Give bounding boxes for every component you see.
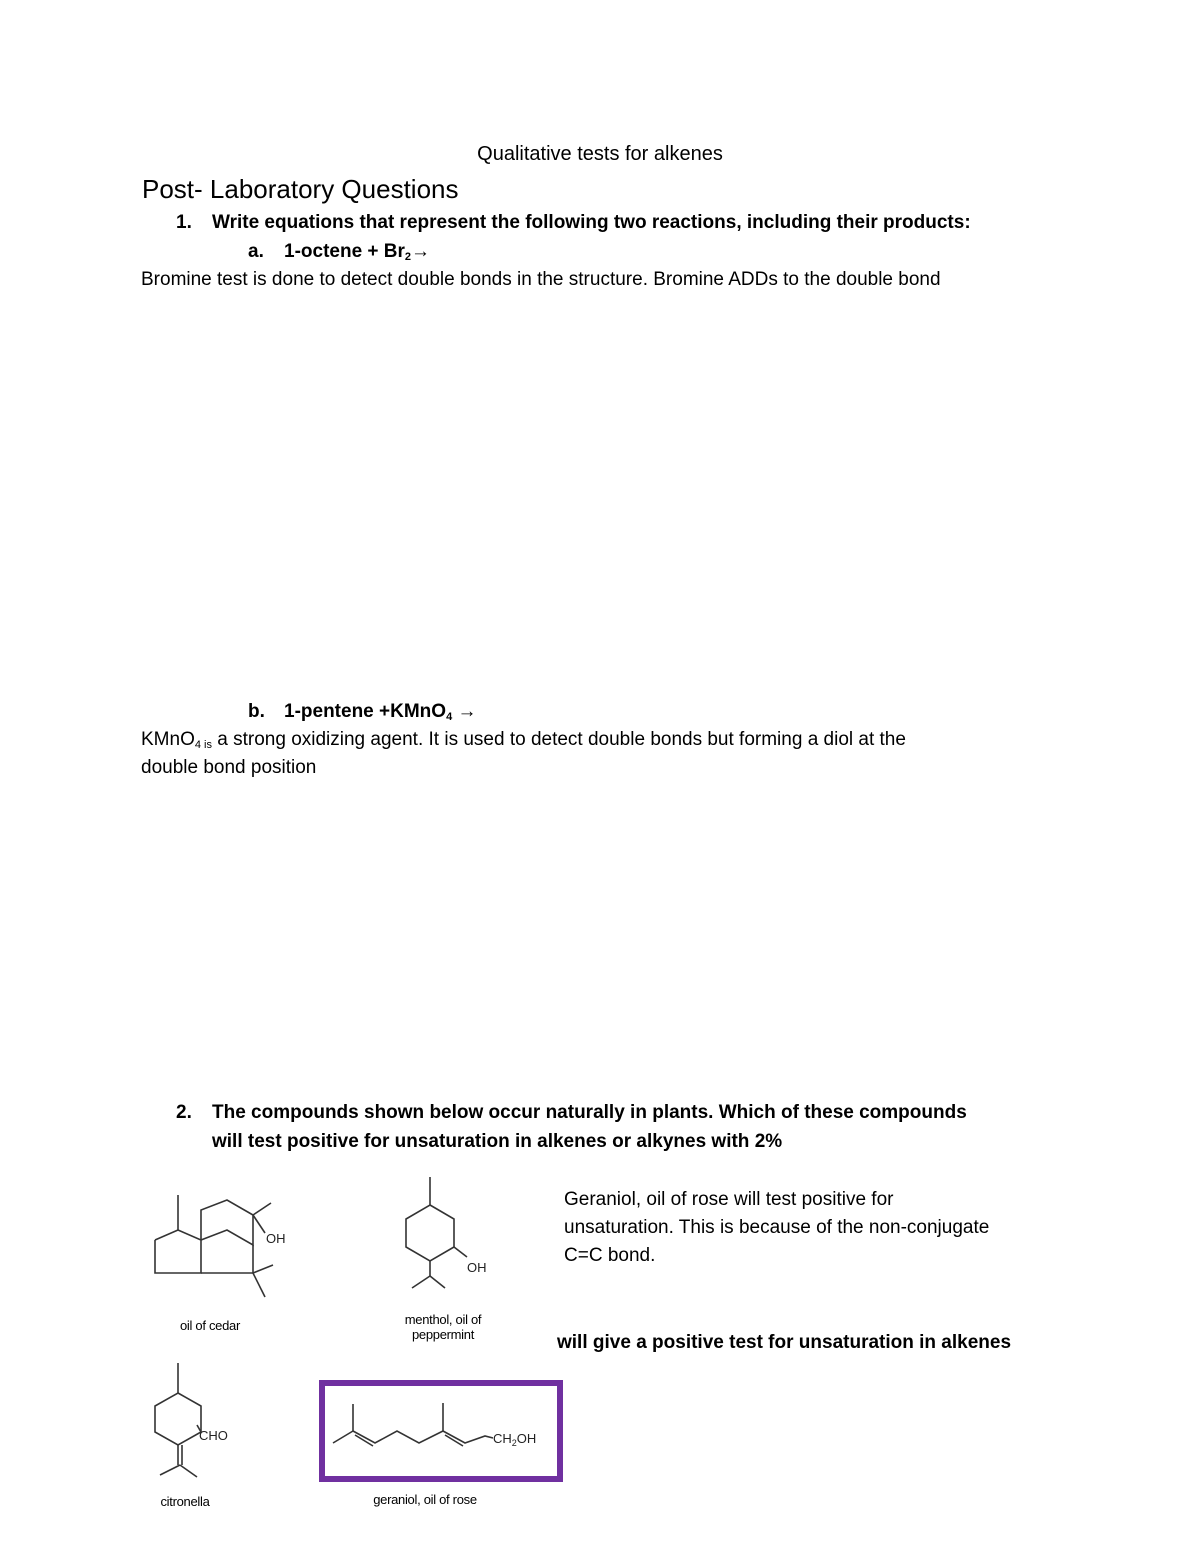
positive-test-note: will give a positive test for unsaturation in alkenes	[557, 1332, 1012, 1353]
question-1a-reactant: 1-octene + Br	[284, 241, 405, 262]
answer-1b-prefix: KMnO	[141, 729, 195, 750]
question-1b-marker: b.	[248, 701, 265, 722]
menthol-caption	[383, 1312, 503, 1342]
answer-2-line1: Geraniol, oil of rose will test positive for	[564, 1189, 894, 1210]
answer-2-line2: unsaturation. This is because of the non-conjugate	[564, 1217, 990, 1238]
question-1a	[248, 241, 430, 263]
arrow-icon: →	[457, 701, 477, 722]
citronella-structure	[145, 1355, 255, 1490]
question-2-number: 2.	[176, 1102, 192, 1123]
question-2	[176, 1102, 967, 1124]
menthol-oh-label: OH	[467, 1260, 487, 1275]
question-1b-subscript: 4	[446, 711, 453, 723]
question-1a-marker: a.	[248, 241, 264, 262]
question-1-text: Write equations that represent the following two reactions, including their products:	[212, 212, 971, 233]
document-title: Qualitative tests for alkenes	[477, 143, 723, 165]
question-1b-reactant: 1-pentene +KMnO	[284, 701, 447, 722]
answer-1b-subscript: 4 is	[194, 739, 212, 751]
oil-of-cedar-structure	[145, 1185, 305, 1310]
oil-of-cedar-caption: oil of cedar	[180, 1318, 240, 1333]
question-1a-subscript: 2	[404, 251, 412, 263]
question-2-line1: The compounds shown below occur naturally in plants. Which of these compounds	[212, 1102, 967, 1123]
answer-2-line3: C=C bond.	[564, 1245, 656, 1266]
question-1	[176, 212, 971, 234]
answer-1b-line1	[141, 729, 906, 751]
cedar-oh-label: OH	[266, 1231, 286, 1246]
geraniol-structure	[325, 1386, 545, 1464]
section-heading: Post- Laboratory Questions	[142, 174, 459, 204]
question-1-number: 1.	[176, 212, 192, 233]
answer-1a: Bromine test is done to detect double bonds in the structure. Bromine ADDs to the double bond	[141, 269, 941, 290]
geraniol-ch2oh-label: $CH_2OH$	[493, 1431, 537, 1448]
menthol-structure	[385, 1172, 505, 1312]
question-1b	[248, 701, 476, 723]
citronella-caption: citronella	[160, 1494, 210, 1509]
citronella-cho-label: CHO	[199, 1428, 228, 1443]
answer-1b-text: a strong oxidizing agent. It is used to detect double bonds but forming a diol at the	[211, 729, 906, 750]
answer-1b-line2: double bond position	[141, 757, 317, 778]
question-2-line2: will test positive for unsaturation in alkenes or alkynes with 2%	[212, 1131, 783, 1152]
menthol-caption-line1: menthol, oil of	[404, 1312, 482, 1327]
geraniol-caption: geraniol, oil of rose	[373, 1492, 477, 1507]
arrow-icon: →	[411, 241, 431, 262]
menthol-caption-line2: peppermint	[411, 1327, 475, 1342]
